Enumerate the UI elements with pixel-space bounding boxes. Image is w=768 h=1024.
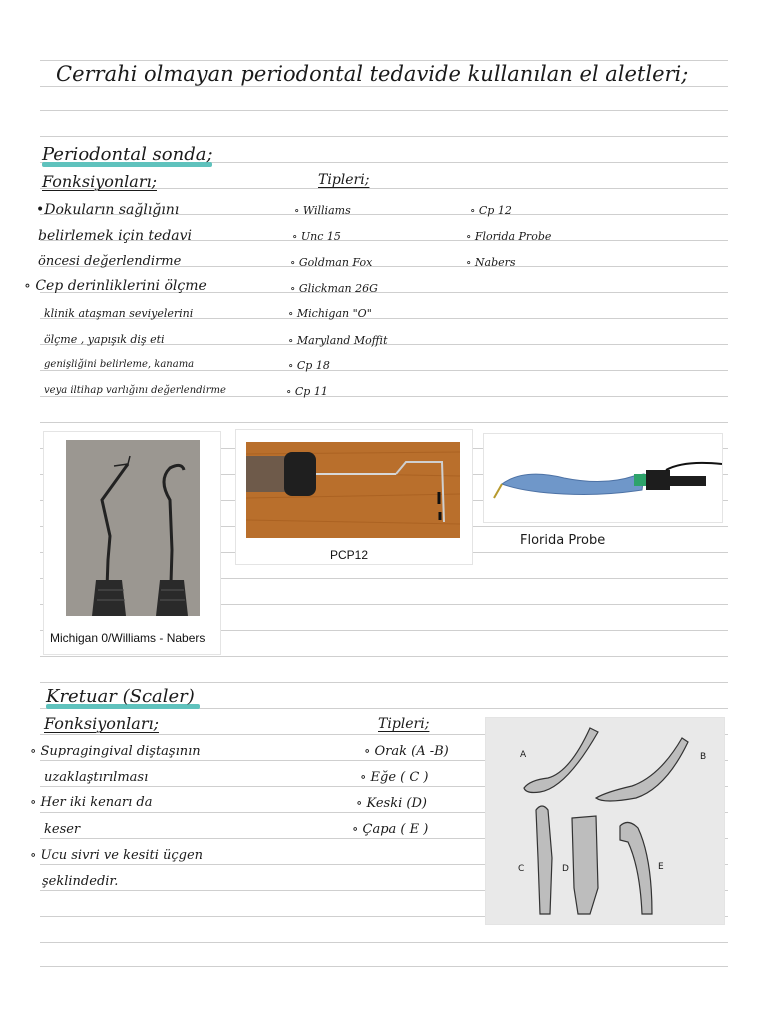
list-item: ∘ Florida Probe bbox=[466, 230, 552, 243]
list-item: öncesi değerlendirme bbox=[38, 254, 182, 269]
section1-heading: Periodontal sonda; bbox=[42, 144, 213, 165]
probe-photo bbox=[66, 440, 200, 616]
list-item: uzaklaştırılması bbox=[44, 770, 149, 785]
image-card-florida-probe bbox=[484, 434, 722, 522]
list-item: şeklindedir. bbox=[42, 874, 119, 889]
section2-functions-label: Fonksiyonları; bbox=[44, 714, 159, 733]
list-item: ∘ Michigan "O" bbox=[288, 307, 372, 320]
figure-label-a: A bbox=[520, 750, 527, 760]
caption-pcp12: PCP12 bbox=[330, 548, 369, 562]
list-item: ∘ Williams bbox=[294, 204, 351, 217]
list-item: ∘ Maryland Moffit bbox=[288, 334, 388, 347]
list-item: ∘ Çapa ( E ) bbox=[352, 822, 429, 837]
section2-heading: Kretuar (Scaler) bbox=[46, 686, 195, 707]
list-item: ∘ Ucu sivri ve kesiti üçgen bbox=[30, 848, 204, 863]
figure-label-c: C bbox=[518, 864, 525, 874]
page-title: Cerrahi olmayan periodontal tedavide kullanılan el aletleri; bbox=[56, 62, 689, 86]
section2-types-label: Tipleri; bbox=[378, 716, 430, 732]
florida-probe-photo bbox=[484, 434, 722, 522]
list-item: ölçme , yapışık diş eti bbox=[44, 333, 165, 346]
caption-michigan: Michigan 0/Williams - Nabers bbox=[50, 631, 206, 645]
scaler-drawings bbox=[486, 718, 724, 924]
list-item: ∘ Nabers bbox=[466, 256, 516, 269]
list-item: ∘ Glickman 26G bbox=[290, 282, 378, 295]
list-item: ∘ Goldman Fox bbox=[290, 256, 373, 269]
pcp12-photo bbox=[246, 442, 460, 538]
image-card-michigan bbox=[44, 432, 220, 654]
list-item: ∘ Supragingival diştaşının bbox=[30, 744, 201, 759]
section1-types-label: Tipleri; bbox=[318, 172, 370, 188]
list-item: ∘ Eğe ( C ) bbox=[360, 770, 429, 785]
list-item: ∘ Orak (A -B) bbox=[364, 744, 449, 759]
list-item: ∘ Cp 12 bbox=[470, 204, 512, 217]
caption-florida-probe: Florida Probe bbox=[520, 533, 606, 548]
list-item: •Dokuların sağlığını bbox=[36, 202, 180, 218]
list-item: genişliğini belirleme, kanama bbox=[44, 359, 195, 370]
list-item: belirlemek için tedavi bbox=[38, 228, 193, 244]
scaler-illustration bbox=[486, 718, 724, 924]
image-card-pcp12 bbox=[236, 430, 472, 564]
section1-functions-label: Fonksiyonları; bbox=[42, 172, 157, 191]
list-item: ∘ Cp 11 bbox=[286, 385, 328, 398]
list-item: ∘ Unc 15 bbox=[292, 230, 341, 243]
list-item: keser bbox=[44, 822, 81, 837]
list-item: veya iltihap varlığını değerlendirme bbox=[44, 385, 226, 396]
figure-label-d: D bbox=[562, 864, 569, 874]
list-item: ∘ Her iki kenarı da bbox=[30, 795, 153, 810]
list-item: klinik ataşman seviyelerini bbox=[44, 307, 194, 320]
list-item: ∘ Cep derinliklerini ölçme bbox=[24, 278, 207, 294]
list-item: ∘ Keski (D) bbox=[356, 796, 427, 811]
figure-label-b: B bbox=[700, 752, 707, 762]
list-item: ∘ Cp 18 bbox=[288, 359, 330, 372]
figure-label-e: E bbox=[658, 862, 664, 872]
